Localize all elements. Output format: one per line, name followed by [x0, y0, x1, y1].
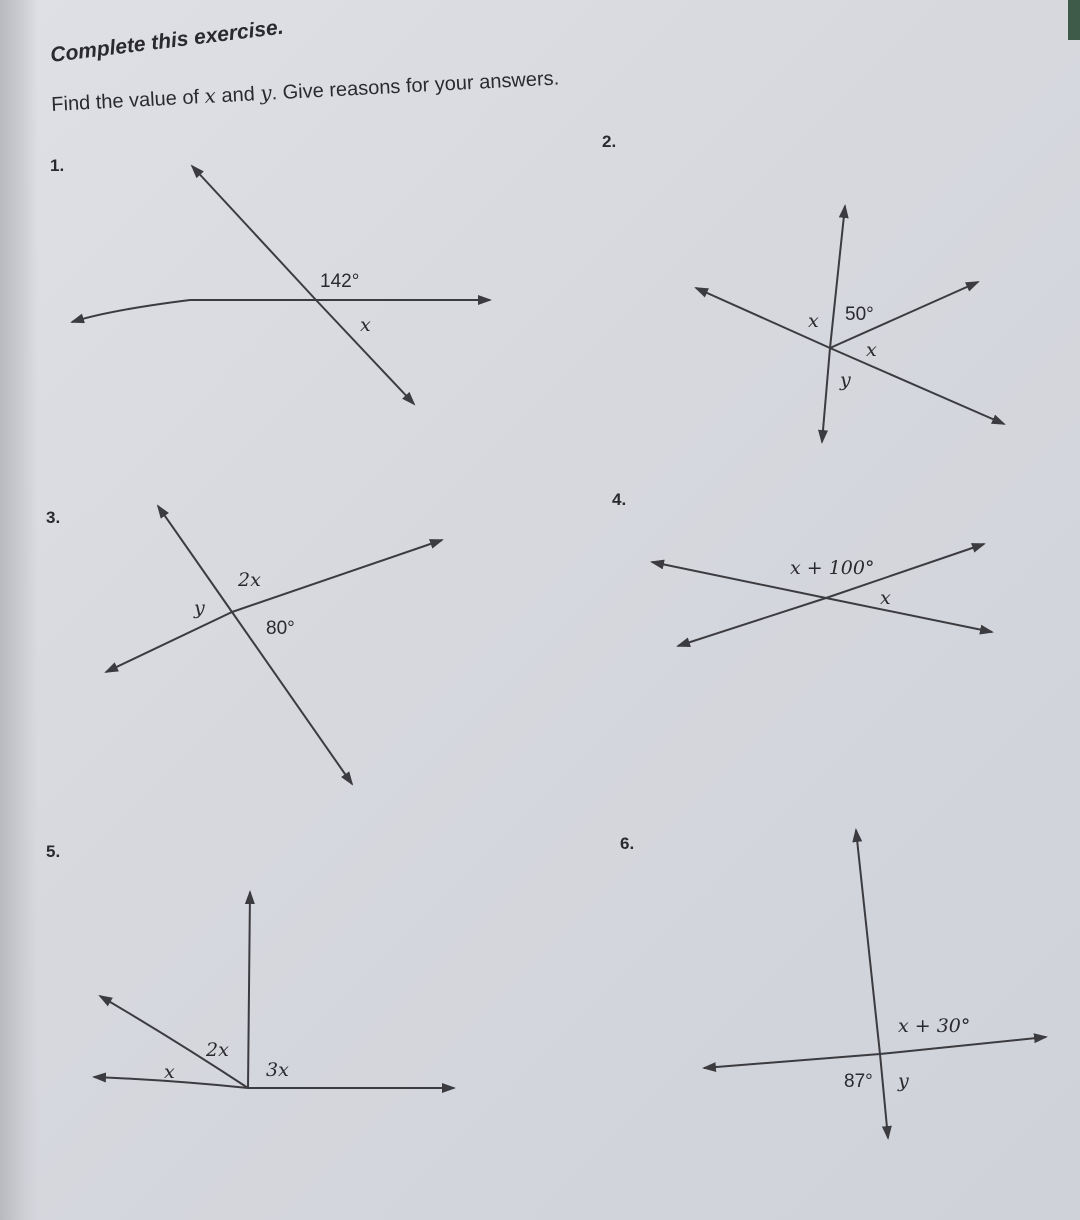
diagram-6-vertical-down — [880, 1054, 888, 1138]
diagram-3-label-80: 80° — [266, 618, 295, 639]
diagram-5-label-2x: 2x — [206, 1039, 229, 1061]
diagram-2-label-x-right: x — [866, 339, 877, 361]
diagram-4-label-expr: x + 100° — [790, 557, 875, 579]
instructions-var-y: y — [259, 80, 273, 106]
diagram-3-label-2x: 2x — [238, 569, 261, 591]
diagram-1 — [72, 166, 490, 404]
diagram-6-line-right — [880, 1037, 1046, 1054]
problem-5-number: 5. — [46, 842, 61, 861]
diagram-1-transversal-up — [192, 166, 316, 300]
problem-4-number: 4. — [612, 490, 627, 509]
instructions-middle: and — [215, 83, 261, 108]
diagram-2-line-right — [830, 348, 1004, 424]
diagram-2-vertical-down — [822, 348, 830, 442]
diagram-1-label-142: 142° — [320, 271, 360, 292]
diagram-3-label-y: y — [194, 597, 205, 619]
diagram-1-line-left — [72, 300, 190, 322]
diagram-6-line-left — [704, 1054, 880, 1068]
diagram-5-vertical-ray — [248, 892, 250, 1088]
diagram-3-line-right — [232, 540, 442, 612]
instructions-var-x: x — [203, 83, 217, 108]
diagram-3-line-left — [106, 612, 232, 672]
diagram-5-label-x: x — [164, 1061, 175, 1083]
instructions-suffix: . Give reasons for your answers. — [271, 67, 560, 105]
diagram-2-vertical-up — [830, 206, 845, 348]
diagram-6-vertical-up — [856, 830, 880, 1054]
diagram-5-label-3x: 3x — [266, 1059, 289, 1081]
diagram-2-label-50: 50° — [845, 304, 874, 325]
diagram-1-label-x: x — [360, 314, 371, 336]
diagram-6-label-87: 87° — [844, 1071, 873, 1092]
instructions-prefix: Find the value of — [50, 86, 206, 117]
diagram-4-label-x: x — [880, 587, 891, 609]
diagram-6-label-expr: x + 30° — [898, 1015, 971, 1037]
diagram-4-line-b-left — [678, 598, 826, 646]
diagram-3 — [106, 506, 442, 784]
diagram-2-label-x-left: x — [808, 310, 819, 332]
problem-2-number: 2. — [602, 132, 617, 151]
problem-3-number: 3. — [46, 508, 61, 527]
diagram-4-line-a-right — [826, 598, 992, 632]
diagram-4 — [652, 544, 992, 646]
diagram-2 — [696, 206, 1004, 442]
problem-1-number: 1. — [50, 156, 65, 175]
problem-6-number: 6. — [620, 834, 635, 853]
diagram-2-label-y: y — [840, 369, 851, 391]
diagram-6-label-y: y — [898, 1070, 909, 1092]
diagram-6 — [704, 830, 1046, 1138]
exercise-heading: Complete this exercise. — [49, 15, 285, 68]
diagram-5 — [94, 892, 454, 1088]
